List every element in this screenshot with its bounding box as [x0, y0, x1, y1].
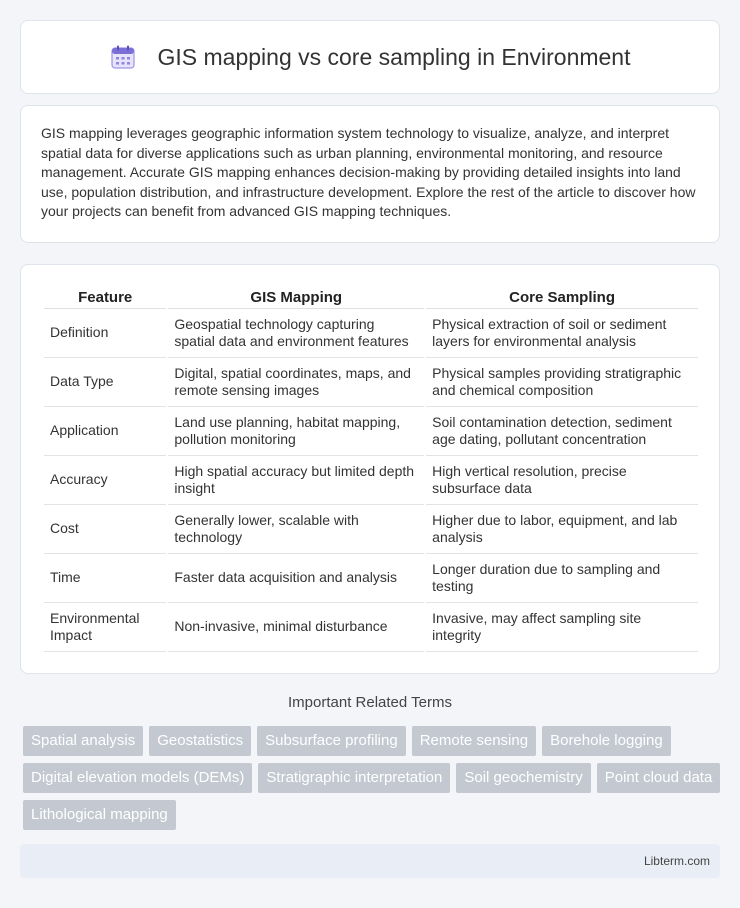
table-row — [44, 407, 698, 456]
term-tag[interactable]: Stratigraphic interpretation — [258, 763, 450, 793]
feature-cell: Cost — [44, 505, 166, 554]
gis-cell: Faster data acquisition and analysis — [168, 554, 424, 603]
table-row — [44, 554, 698, 603]
comparison-table — [42, 283, 700, 652]
related-terms-list — [23, 726, 723, 830]
table-row — [44, 358, 698, 407]
table-row — [44, 603, 698, 652]
table-row — [44, 309, 698, 358]
term-tag[interactable]: Lithological mapping — [23, 800, 176, 830]
term-tag[interactable]: Geostatistics — [149, 726, 251, 756]
core-cell: High vertical resolution, precise subsurface data — [426, 456, 698, 505]
gis-cell: Land use planning, habitat mapping, pollution monitoring — [168, 407, 424, 456]
calendar-icon — [110, 44, 136, 70]
feature-cell: Environmental Impact — [44, 603, 166, 652]
term-tag[interactable]: Digital elevation models (DEMs) — [23, 763, 252, 793]
feature-cell: Definition — [44, 309, 166, 358]
gis-cell: Non-invasive, minimal disturbance — [168, 603, 424, 652]
header-gis-mapping: GIS Mapping — [168, 283, 424, 309]
title-card — [20, 20, 720, 94]
gis-cell: Digital, spatial coordinates, maps, and remote sensing images — [168, 358, 424, 407]
feature-cell: Data Type — [44, 358, 166, 407]
feature-cell: Application — [44, 407, 166, 456]
term-tag[interactable]: Subsurface profiling — [257, 726, 406, 756]
table-row — [44, 456, 698, 505]
term-tag[interactable]: Spatial analysis — [23, 726, 143, 756]
intro-card — [20, 105, 720, 243]
gis-cell: Generally lower, scalable with technology — [168, 505, 424, 554]
core-cell: Invasive, may affect sampling site integrity — [426, 603, 698, 652]
header-core-sampling: Core Sampling — [426, 283, 698, 309]
core-cell: Longer duration due to sampling and testing — [426, 554, 698, 603]
core-cell: Physical samples providing stratigraphic and chemical composition — [426, 358, 698, 407]
core-cell: Soil contamination detection, sediment age dating, pollutant concentration — [426, 407, 698, 456]
gis-cell: High spatial accuracy but limited depth insight — [168, 456, 424, 505]
footer — [20, 844, 720, 878]
term-tag[interactable]: Remote sensing — [412, 726, 536, 756]
term-tag[interactable]: Soil geochemistry — [456, 763, 590, 793]
feature-cell: Time — [44, 554, 166, 603]
table-row — [44, 505, 698, 554]
core-cell: Higher due to labor, equipment, and lab analysis — [426, 505, 698, 554]
related-terms-title: Important Related Terms — [288, 694, 452, 711]
header-feature: Feature — [44, 283, 166, 309]
term-tag[interactable]: Point cloud data — [597, 763, 721, 793]
gis-cell: Geospatial technology capturing spatial data and environment features — [168, 309, 424, 358]
footer-brand-link[interactable]: Libterm.com — [643, 854, 710, 868]
comparison-card — [20, 264, 720, 674]
core-cell: Physical extraction of soil or sediment layers for environmental analysis — [426, 309, 698, 358]
term-tag[interactable]: Borehole logging — [542, 726, 671, 756]
intro-paragraph: GIS mapping leverages geographic information system technology to visualize, analyze, and interpret spatial data for diverse applications such as urban planning, environmental monitoring, and resource management. Accurate GIS mapping enhances decision-making by providing detailed insights into land use, population distribution, and infrastructure development. Explore the rest of the article to discover how your projects can benefit from advanced GIS mapping techniques. — [41, 125, 696, 220]
page-title: GIS mapping vs core sampling in Environment — [157, 43, 631, 70]
table-header-row — [44, 283, 698, 309]
feature-cell: Accuracy — [44, 456, 166, 505]
